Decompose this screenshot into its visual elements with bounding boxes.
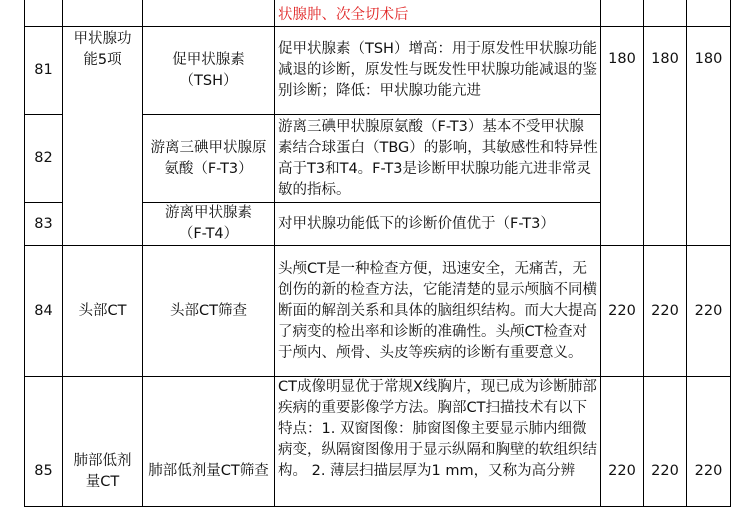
table-row [25, 27, 731, 115]
price-3: 220 [687, 246, 731, 377]
item-cell [143, 0, 275, 27]
row-number-cell [25, 0, 63, 27]
description-cell [275, 0, 601, 27]
category-cell [63, 0, 143, 27]
table-row [25, 377, 731, 507]
category-label: 甲状腺功能5项 [73, 31, 132, 68]
category-cell [63, 27, 143, 246]
item-description: 头颅CT是一种检查方便，迅速安全，无痛苦，无创伤的新的检查方法，它能清楚的显示颅脑不同横断面的解剖关系和具体的脑组织结构。而大大提高了病变的检出率和诊断的准确性。头颅CT检查对于颅内、颅骨、头皮等疾病的诊断有重要意义。 [275, 246, 601, 377]
price-1: 220 [601, 246, 644, 377]
row-number: 81 [25, 27, 63, 115]
row-number: 83 [25, 203, 63, 246]
item-name: 游离甲状腺素（F-T4） [143, 203, 275, 246]
row-number: 82 [25, 115, 63, 203]
item-name: 头部CT筛查 [143, 246, 275, 377]
price-1: 220 [601, 377, 644, 507]
description-cell [275, 377, 601, 507]
item-name: 促甲状腺素（TSH） [143, 27, 275, 115]
exam-items-table [24, 0, 731, 507]
price-3: 180 [687, 27, 731, 246]
item-description: 游离三碘甲状腺原氨酸（F-T3）基本不受甲状腺素结合球蛋白（TBG）的影响，其敏感性和特异性高于T3和T4。F-T3是诊断甲状腺功能亢进非常灵敏的指标。 [275, 115, 601, 203]
row-number: 85 [25, 377, 63, 507]
item-description: 促甲状腺素（TSH）增高：用于原发性甲状腺功能减退的诊断，原发性与既发性甲状腺功能减退的鉴别诊断；降低：甲状腺功能亢进 [275, 27, 601, 115]
table-row [25, 246, 731, 377]
price-2: 220 [644, 246, 687, 377]
item-name: 游离三碘甲状腺原氨酸（F-T3） [143, 115, 275, 203]
price-3: 220 [687, 377, 731, 507]
category-label: 头部CT [63, 246, 143, 377]
price-2: 220 [644, 377, 687, 507]
price-2: 180 [644, 27, 687, 246]
item-description: CT成像明显优于常规X线胸片，现已成为诊断肺部疾病的重要影像学方法。胸部CT扫描技术有以下特点：1. 双窗图像：肺窗图像主要显示肺内细微病变，纵隔窗图像用于显示纵隔和胸壁的软组织结构。 2. 薄层扫描层厚为1 mm，又称为高分辨 [278, 379, 597, 479]
item-name: 肺部低剂量CT筛查 [143, 377, 275, 507]
category-label: 肺部低剂量CT [63, 377, 143, 507]
table-row [25, 0, 731, 27]
description-text: 状腺肿、次全切术后 [278, 7, 409, 23]
row-number: 84 [25, 246, 63, 377]
price-1: 180 [601, 27, 644, 246]
item-description: 对甲状腺功能低下的诊断价值优于（F-T3） [275, 203, 601, 246]
